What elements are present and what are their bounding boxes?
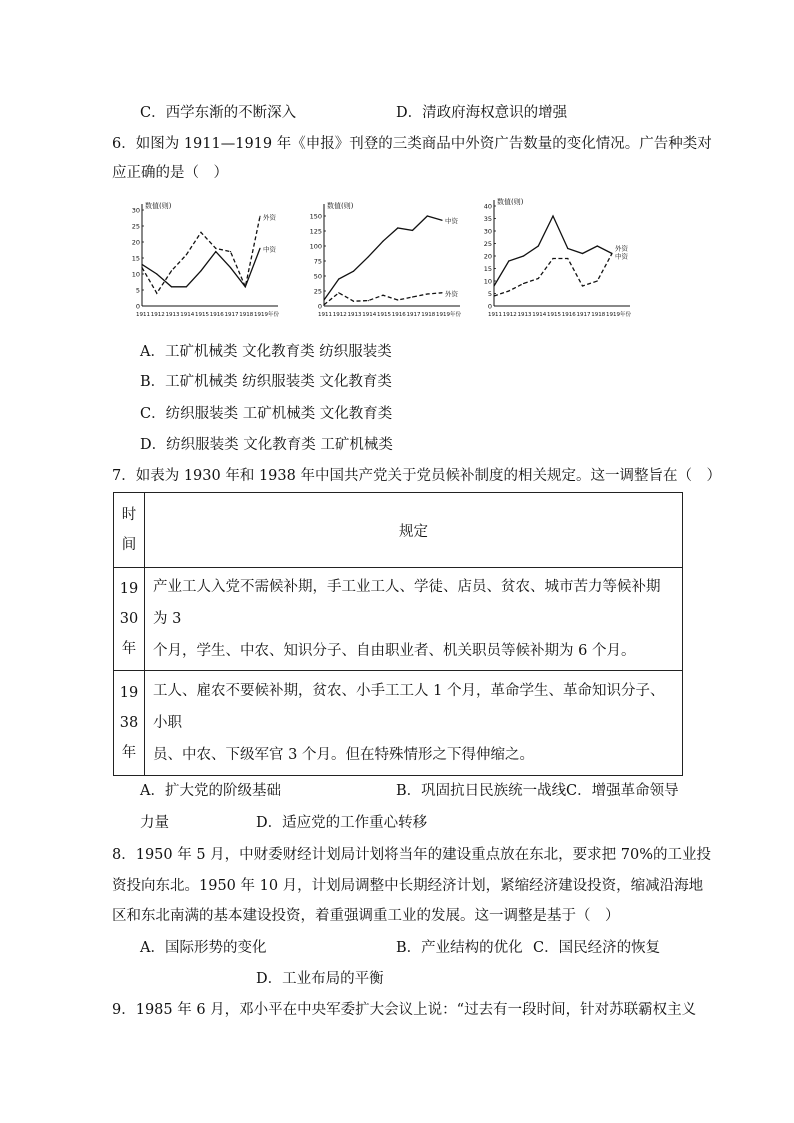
series-label: 中资 xyxy=(445,217,458,226)
y-tick-label: 35 xyxy=(483,215,492,223)
x-tick-label: 1913 xyxy=(165,312,180,318)
year-fragment: 30 xyxy=(119,611,139,627)
data-point xyxy=(582,285,583,286)
data-point xyxy=(597,280,598,281)
q6-option-d: D．纺织服装类 文化教育类 工矿机械类 xyxy=(140,437,393,453)
y-tick-label: 25 xyxy=(483,240,492,248)
data-point xyxy=(538,245,539,246)
y-tick-label: 125 xyxy=(309,227,322,236)
y-tick-label: 0 xyxy=(317,302,322,311)
x-tick-label: 1919年份 xyxy=(436,312,461,318)
q8-option-c: C．国民经济的恢复 xyxy=(533,940,661,956)
data-point xyxy=(538,278,539,279)
q6-option-c: C．纺织服装类 工矿机械类 文化教育类 xyxy=(140,406,393,422)
data-point xyxy=(567,258,568,259)
data-point xyxy=(567,248,568,249)
table-header-time xyxy=(114,493,145,568)
rule-line: 员、中农、下级军官 3 个月。但在特殊情形之下得伸缩之。 xyxy=(153,747,534,763)
y-tick-label: 5 xyxy=(487,290,492,298)
q8-option-b: B．产业结构的优化 xyxy=(396,940,523,956)
q6-option-a: A．工矿机械类 文化教育类 纺织服装类 xyxy=(140,344,392,360)
year-fragment: 年 xyxy=(121,745,137,761)
header-time-char: 时 xyxy=(121,507,137,523)
data-point xyxy=(368,300,369,301)
x-tick-label: 1914 xyxy=(180,312,195,318)
y-tick-label: 10 xyxy=(131,270,140,279)
x-tick-label: 1911 xyxy=(318,312,332,318)
series-label: 外资 xyxy=(445,289,458,298)
data-point xyxy=(382,295,383,296)
x-tick-label: 1919年份 xyxy=(606,312,631,318)
y-axis-label: 数值(则) xyxy=(497,198,524,206)
x-tick-label: 1915 xyxy=(195,312,209,318)
series-line xyxy=(494,216,612,286)
q5-option-d: D．清政府海权意识的增强 xyxy=(396,105,568,121)
y-tick-label: 50 xyxy=(313,272,322,281)
q8-stem-line3: 区和东北南满的基本建设投资，着重强调重工业的发展。这一调整是基于（ ） xyxy=(112,908,620,924)
data-point xyxy=(353,301,354,302)
data-point xyxy=(338,292,339,293)
chart-svg xyxy=(306,196,478,324)
data-point xyxy=(156,293,157,294)
series-line xyxy=(142,216,260,293)
chart-1 xyxy=(128,196,300,324)
x-tick-label: 1916 xyxy=(391,312,406,318)
data-point xyxy=(323,304,324,305)
y-tick-label: 30 xyxy=(483,227,492,236)
year-fragment: 19 xyxy=(119,685,139,701)
x-tick-label: 1918 xyxy=(239,312,254,318)
rule-line: 产业工人入党不需候补期，手工业工人、学徒、店员、贫农、城市苦力等候补期为 3 xyxy=(153,579,661,627)
data-point xyxy=(552,258,553,259)
data-point xyxy=(230,251,231,252)
table-row-year xyxy=(114,671,145,776)
data-point xyxy=(338,278,339,279)
data-point xyxy=(412,296,413,297)
chart-svg xyxy=(480,196,652,324)
q7-option-a: A．扩大党的阶级基础 xyxy=(140,783,281,799)
table-row xyxy=(114,671,683,776)
y-tick-label: 20 xyxy=(483,252,492,261)
data-point xyxy=(523,255,524,256)
series-label: 中资 xyxy=(263,245,276,254)
y-tick-label: 25 xyxy=(313,287,322,296)
x-tick-label: 1917 xyxy=(224,312,239,318)
x-tick-label: 1918 xyxy=(421,312,436,318)
table-header-rule: 规定 xyxy=(145,493,683,568)
x-tick-label: 1919年份 xyxy=(254,312,279,318)
series-label: 中资 xyxy=(615,252,628,261)
data-point xyxy=(215,248,216,249)
x-tick-label: 1912 xyxy=(332,312,347,318)
q6-stem-line2: 应正确的是（ ） xyxy=(112,165,228,181)
data-point xyxy=(353,271,354,272)
rule-line: 工人、雇农不要候补期，贫农、小手工工人 1 个月，革命学生、革命知识分子、小职 xyxy=(153,683,665,731)
y-tick-label: 0 xyxy=(135,302,140,311)
series-line xyxy=(324,216,442,300)
x-tick-label: 1917 xyxy=(576,312,591,318)
x-tick-label: 1912 xyxy=(502,312,517,318)
x-tick-label: 1911 xyxy=(488,312,502,318)
header-time-char: 间 xyxy=(121,537,137,553)
y-tick-label: 20 xyxy=(131,238,140,247)
q6-option-b: B．工矿机械类 纺织服装类 文化教育类 xyxy=(140,374,392,390)
x-tick-label: 1914 xyxy=(532,312,547,318)
table-header-row xyxy=(114,493,683,568)
data-point xyxy=(441,292,442,293)
data-point xyxy=(493,285,494,286)
data-point xyxy=(427,293,428,294)
data-point xyxy=(186,254,187,255)
data-point xyxy=(171,286,172,287)
data-point xyxy=(412,230,413,231)
year-fragment: 19 xyxy=(119,581,139,597)
x-tick-label: 1915 xyxy=(547,312,561,318)
data-point xyxy=(523,283,524,284)
x-tick-label: 1913 xyxy=(347,312,362,318)
y-tick-label: 15 xyxy=(131,254,140,263)
x-tick-label: 1913 xyxy=(517,312,532,318)
data-point xyxy=(397,299,398,300)
x-tick-label: 1912 xyxy=(150,312,165,318)
data-point xyxy=(230,267,231,268)
y-tick-label: 10 xyxy=(483,277,492,286)
rule-line: 个月，学生、中农、知识分子、自由职业者、机关职员等候补期为 6 个月。 xyxy=(153,643,636,659)
y-tick-label: 150 xyxy=(309,212,322,221)
chart-svg xyxy=(128,196,300,324)
table-row-year xyxy=(114,568,145,671)
data-point xyxy=(141,264,142,265)
series-label: 外资 xyxy=(263,213,276,222)
data-point xyxy=(141,267,142,268)
q8-option-d: D．工业布局的平衡 xyxy=(256,971,384,987)
chart-2 xyxy=(306,196,478,324)
data-point xyxy=(186,286,187,287)
x-tick-label: 1914 xyxy=(362,312,377,318)
q8-stem-line1: 8．1950 年 5 月，中财委财经计划局计划将当年的建设重点放在东北，要求把 70%的工业投 xyxy=(112,847,712,863)
table-row-rule xyxy=(145,568,683,671)
data-point xyxy=(382,241,383,242)
data-point xyxy=(215,251,216,252)
data-point xyxy=(597,245,598,246)
data-point xyxy=(508,260,509,261)
data-point xyxy=(259,216,260,217)
q5-option-c: C．西学东渐的不断深入 xyxy=(140,105,297,121)
data-point xyxy=(427,215,428,216)
data-point xyxy=(200,232,201,233)
series-line xyxy=(142,248,260,286)
data-point xyxy=(323,299,324,300)
q8-option-a: A．国际形势的变化 xyxy=(140,940,267,956)
data-point xyxy=(493,295,494,296)
series-label: 外资 xyxy=(615,244,628,253)
data-point xyxy=(397,227,398,228)
table-row xyxy=(114,568,683,671)
y-axis-label: 数值(则) xyxy=(327,202,354,210)
y-tick-label: 75 xyxy=(313,257,322,266)
q6-stem-line1: 6．如图为 1911—1919 年《申报》刊登的三类商品中外资广告数量的变化情况。广告种类对 xyxy=(112,136,712,152)
y-tick-label: 0 xyxy=(487,302,492,311)
x-tick-label: 1911 xyxy=(136,312,150,318)
q7-option-d: D．适应党的工作重心转移 xyxy=(256,815,428,831)
data-point xyxy=(441,220,442,221)
q7-table xyxy=(113,492,683,776)
q7-option-b: B．巩固抗日民族统一战线 xyxy=(396,783,567,799)
data-point xyxy=(508,290,509,291)
year-fragment: 年 xyxy=(121,641,137,657)
q8-stem-line2: 资投向东北。1950 年 10 月，计划局调整中长期经济计划，紧缩经济建设投资，缩减沿海地 xyxy=(112,878,704,894)
y-tick-label: 15 xyxy=(483,265,492,273)
q7-stem: 7．如表为 1930 年和 1938 年中国共产党关于党员候补制度的相关规定。这一调整旨在（ ） xyxy=(112,468,721,484)
data-point xyxy=(200,270,201,271)
x-tick-label: 1917 xyxy=(406,312,421,318)
table-row-rule xyxy=(145,671,683,776)
data-point xyxy=(611,253,612,254)
chart-3 xyxy=(480,196,652,324)
x-tick-label: 1916 xyxy=(209,312,224,318)
y-tick-label: 25 xyxy=(131,222,140,231)
y-axis-label: 数值(则) xyxy=(145,202,172,210)
data-point xyxy=(552,215,553,216)
x-tick-label: 1916 xyxy=(561,312,576,318)
data-point xyxy=(245,286,246,287)
y-tick-label: 30 xyxy=(131,206,140,215)
y-tick-label: 100 xyxy=(309,242,322,251)
data-point xyxy=(582,253,583,254)
q9-stem-line1: 9．1985 年 6 月，邓小平在中央军委扩大会议上说：“过去有一段时间，针对苏联霸权主义 xyxy=(112,1002,697,1018)
data-point xyxy=(368,256,369,257)
year-fragment: 38 xyxy=(119,715,139,731)
y-tick-label: 5 xyxy=(135,286,140,295)
y-tick-label: 40 xyxy=(483,202,492,211)
data-point xyxy=(171,270,172,271)
data-point xyxy=(156,273,157,274)
q7-option-c: C．增强革命领导 xyxy=(566,783,679,799)
data-point xyxy=(259,248,260,249)
series-line xyxy=(324,293,442,305)
x-tick-label: 1915 xyxy=(377,312,391,318)
q7-option-c-continued: 力量 xyxy=(140,815,169,831)
x-tick-label: 1918 xyxy=(591,312,606,318)
